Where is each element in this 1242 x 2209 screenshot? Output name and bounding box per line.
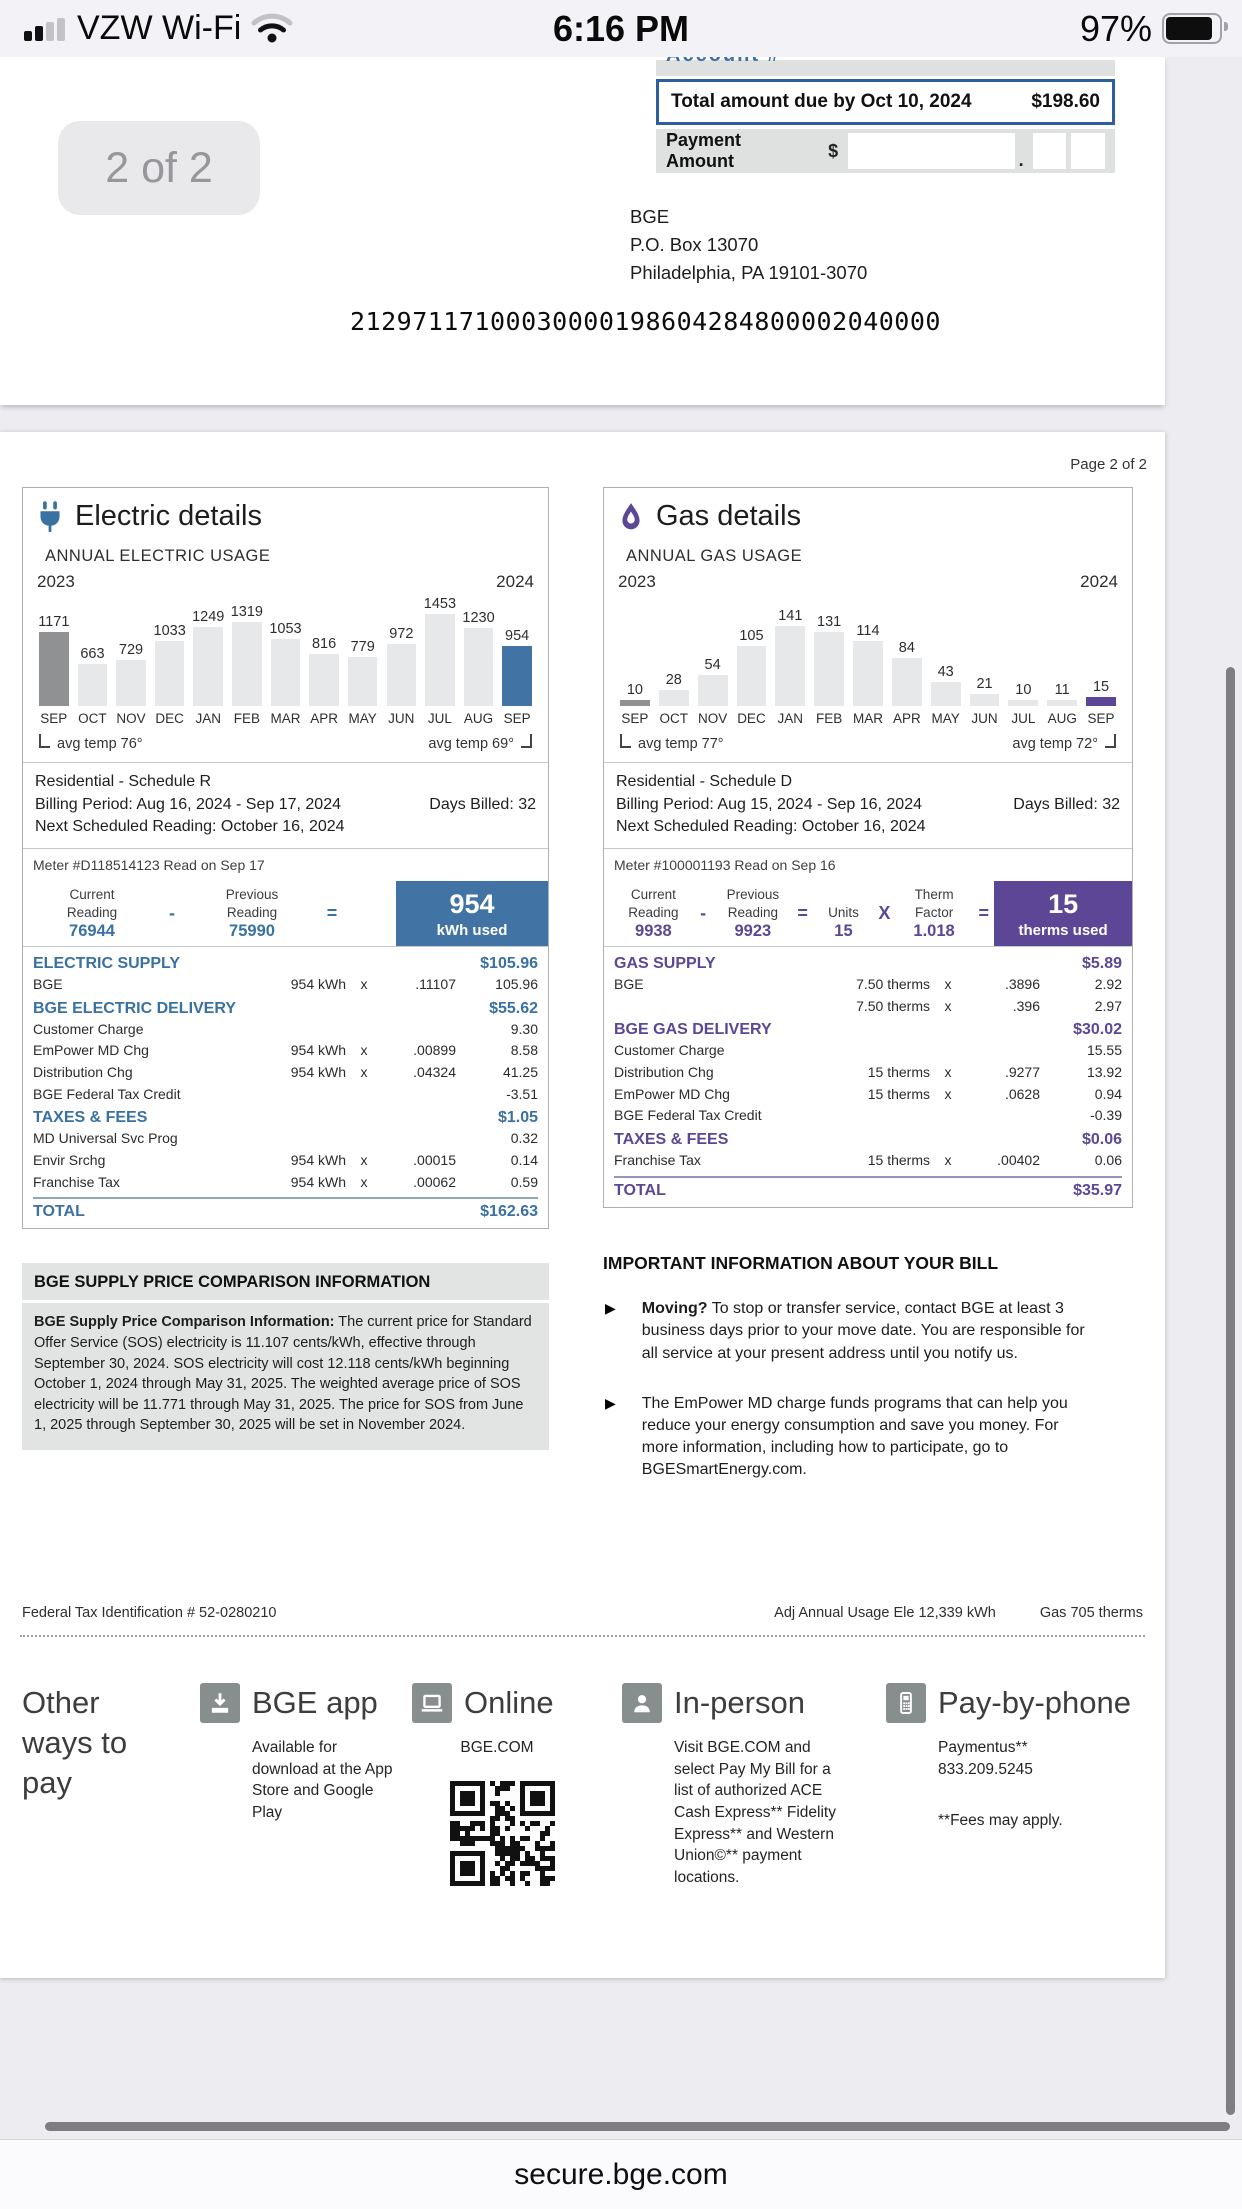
status-bar	[0, 0, 1242, 57]
bill-page-2	[0, 432, 1165, 1978]
bill-footer-row	[22, 1605, 1143, 1621]
battery-icon	[1162, 13, 1222, 44]
supply-info-title: BGE SUPPLY PRICE COMPARISON INFORMATION	[22, 1263, 549, 1303]
pdf-viewport	[0, 57, 1242, 2139]
bar-dec: 1033 DEC	[153, 623, 186, 726]
gas-meter-block	[604, 848, 1132, 946]
charge-row: MD Universal Svc Prog 0.32	[33, 1130, 538, 1147]
charge-row: BGE Federal Tax Credit -0.39	[614, 1107, 1122, 1124]
gas-schedule-block	[604, 762, 1132, 848]
charge-row: Franchise Tax 15 therms x .00402 0.06	[614, 1151, 1122, 1168]
therms-used-box: 15 therms used	[994, 881, 1132, 946]
gas-details-title: Gas details	[656, 500, 802, 532]
bar-aug: 11 AUG	[1047, 682, 1077, 726]
gas-details-box	[603, 487, 1133, 1208]
electric-meter-block	[23, 848, 548, 946]
adj-annual-usage-electric: Adj Annual Usage Ele 12,339 kWh	[774, 1604, 996, 1621]
current-reading: Current Reading 76944	[66, 887, 118, 940]
other-ways-to-pay-section	[22, 1683, 1165, 1889]
person-icon	[622, 1683, 662, 1723]
pay-option-online	[412, 1683, 592, 1886]
clipped-account-row	[656, 60, 1115, 76]
charges-section-header: GAS SUPPLY $5.89	[614, 954, 1122, 972]
year-end: 2024	[496, 572, 534, 591]
pay-option-title: Pay-by-phone	[938, 1684, 1132, 1720]
important-information-section	[603, 1247, 1133, 1509]
avg-temp-end: avg temp 69°	[428, 736, 514, 752]
bar-may: 43 MAY	[931, 664, 960, 726]
gas-avg-temp-row	[620, 734, 1116, 752]
gas-usage-chart	[616, 594, 1120, 726]
phone-number: 833.209.5245	[938, 1760, 1033, 1778]
bullet-triangle-icon: ▶	[605, 1300, 616, 1317]
important-info-bullet: ▶ The EmPower MD charge funds programs that can help you reduce your energy consumption and save you money. For more information, including how to participate, go to BGESmartEnergy.com.	[603, 1393, 1133, 1481]
charge-row: EmPower MD Chg 15 therms x .0628 0.94	[614, 1085, 1122, 1102]
payment-amount-label: Payment Amount	[666, 130, 742, 171]
previous-reading: Previous Reading 9923	[726, 887, 780, 940]
bar-jun: 972 JUN	[388, 626, 415, 726]
bar-jun: 21 JUN	[971, 676, 998, 726]
bill-page-1	[0, 57, 1165, 405]
bar-dec: 105 DEC	[737, 628, 766, 726]
multiply-operator: X	[878, 903, 891, 923]
charges-section-header: BGE GAS DELIVERY $30.02	[614, 1021, 1122, 1039]
carrier-label: VZW Wi-Fi	[77, 9, 242, 47]
bar-jul: 10 JUL	[1006, 682, 1040, 726]
charge-row: BGE 954 kWh x .11107 105.96	[33, 975, 538, 992]
minus-operator: -	[700, 903, 707, 923]
corner-bracket-icon	[1105, 734, 1116, 748]
clock: 6:16 PM	[552, 7, 690, 49]
bar-sep: 10 SEP	[621, 682, 649, 726]
electric-avg-temp-row	[39, 734, 532, 752]
bar-sep: 15 SEP	[1087, 679, 1115, 726]
corner-bracket-icon	[620, 734, 631, 748]
bar-mar: 114 MAR	[852, 623, 883, 726]
remit-address	[630, 203, 867, 286]
avg-temp-start: avg temp 77°	[638, 736, 724, 752]
pay-option-in-person	[622, 1683, 862, 1889]
bar-apr: 816 APR	[310, 636, 338, 726]
download-icon	[200, 1683, 240, 1723]
electric-days-billed: Days Billed: 32	[429, 795, 536, 813]
bar-may: 779 MAY	[348, 639, 377, 726]
charges-total-row: TOTAL $162.63	[33, 1197, 538, 1223]
bullet-triangle-icon: ▶	[605, 1394, 616, 1411]
kwh-used-box: 954 kWh used	[396, 881, 548, 946]
dotted-divider	[20, 1635, 1145, 1637]
avg-temp-start: avg temp 76°	[57, 736, 143, 752]
address-line: P.O. Box 13070	[630, 233, 759, 255]
online-site-label: BGE.COM	[460, 1738, 534, 1756]
charge-row: BGE 7.50 therms x .3896 2.92	[614, 975, 1122, 992]
electric-reading-equation	[33, 873, 548, 946]
charge-row: Franchise Tax 954 kWh x .00062 0.59	[33, 1173, 538, 1190]
gas-next-reading: Next Scheduled Reading: October 16, 2024	[616, 818, 926, 836]
gas-details-title-row	[604, 488, 1132, 537]
horizontal-scrollbar[interactable]	[45, 2122, 1230, 2131]
pay-option-title: BGE app	[252, 1684, 378, 1720]
electric-schedule-block	[23, 762, 548, 848]
pay-option-body: Visit BGE.COM and select Pay My Bill for a list of authorized ACE Cash Express** Fidelity Express** and Western Union©** payment locations.	[674, 1738, 836, 1887]
electric-chart-area	[23, 537, 548, 762]
bar-apr: 84 APR	[892, 640, 921, 726]
electric-details-title: Electric details	[75, 500, 262, 532]
ocr-scanline: 21297117100030000198604284800002040000	[350, 307, 941, 336]
phone-provider: Paymentus**	[938, 1738, 1028, 1756]
electric-next-reading: Next Scheduled Reading: October 16, 2024	[35, 818, 345, 836]
electric-billing-period: Billing Period: Aug 16, 2024 - Sep 17, 2024	[35, 795, 341, 813]
corner-bracket-icon	[521, 734, 532, 748]
address-line: Philadelphia, PA 19101-3070	[630, 261, 868, 283]
current-reading: Current Reading 9938	[628, 887, 679, 940]
vertical-scrollbar[interactable]	[1226, 667, 1235, 2115]
bar-oct: 663 OCT	[78, 646, 107, 726]
gas-chart-years	[618, 572, 1118, 592]
payment-cents-cell-2	[1071, 133, 1105, 169]
equals-operator: =	[797, 903, 808, 923]
charge-row: EmPower MD Chg 954 kWh x .00899 8.58	[33, 1042, 538, 1059]
phone-icon	[886, 1683, 926, 1723]
pay-option-title: In-person	[674, 1684, 805, 1720]
therm-factor-term: Therm Factor 1.018	[913, 887, 955, 940]
important-info-title: IMPORTANT INFORMATION ABOUT YOUR BILL	[603, 1253, 999, 1274]
bar-nov: 54 NOV	[697, 657, 728, 726]
pay-option-pay-by-phone	[886, 1683, 1131, 1832]
equals-operator: =	[978, 903, 990, 923]
other-ways-heading: Other ways to pay	[22, 1684, 128, 1801]
units-term: Units 15	[828, 904, 859, 940]
electric-details-title-row	[23, 488, 548, 537]
equals-operator: =	[326, 903, 338, 923]
charge-row: Distribution Chg 954 kWh x .04324 41.25	[33, 1063, 538, 1080]
electric-chart-title: ANNUAL ELECTRIC USAGE	[45, 547, 271, 565]
payment-amount-row	[656, 129, 1115, 173]
electric-chart-years	[37, 572, 534, 592]
gas-meter-label: Meter #100001193 Read on Sep 16	[614, 857, 836, 874]
bar-jan: 141 JAN	[773, 608, 807, 726]
year-end: 2024	[1080, 572, 1118, 591]
minus-operator: -	[169, 903, 175, 923]
charge-row: Customer Charge 9.30	[33, 1020, 538, 1037]
gas-flame-icon	[618, 502, 644, 532]
detail-boxes-row	[22, 487, 1165, 1229]
payment-amount-field	[848, 133, 1015, 169]
year-start: 2023	[37, 572, 75, 591]
important-info-bullet: ▶ Moving? To stop or transfer service, contact BGE at least 3 business days prior to your move date. You are responsible for all service at your present address until you notify us.	[603, 1298, 1133, 1364]
electric-plug-icon	[37, 501, 63, 533]
bar-feb: 131 FEB	[816, 614, 843, 726]
pay-option-title: Online	[464, 1684, 554, 1720]
pay-option-bge-app	[200, 1683, 396, 1824]
previous-reading: Previous Reading 75990	[225, 887, 279, 940]
status-bar-right	[1080, 8, 1222, 50]
electric-details-box	[22, 487, 549, 1229]
total-due-label: Total amount due by Oct 10, 2024	[671, 91, 972, 112]
total-due-amount: $198.60	[1031, 91, 1100, 112]
decimal-point: .	[1018, 150, 1024, 170]
gas-charges-table	[604, 946, 1132, 1207]
bar-feb: 1319 FEB	[230, 604, 263, 726]
gas-days-billed: Days Billed: 32	[1013, 795, 1120, 813]
bar-oct: 28 OCT	[659, 672, 689, 726]
browser-url-bar[interactable]	[0, 2139, 1242, 2209]
gas-schedule: Residential - Schedule D	[616, 773, 793, 790]
adj-annual-usage-gas: Gas 705 therms	[1039, 1604, 1143, 1621]
address-line: BGE	[630, 206, 670, 227]
avg-temp-end: avg temp 72°	[1012, 736, 1098, 752]
charges-section-header: TAXES & FEES $0.06	[614, 1130, 1122, 1148]
page-indicator-badge: 2 of 2	[58, 121, 260, 215]
year-start: 2023	[618, 572, 656, 591]
fees-note: **Fees may apply.	[938, 1812, 1063, 1830]
laptop-icon	[412, 1683, 452, 1723]
bar-jul: 1453 JUL	[423, 596, 457, 726]
federal-tax-id: Federal Tax Identification # 52-0280210	[22, 1604, 277, 1621]
pay-option-body: Available for download at the App Store and Google Play	[252, 1738, 393, 1821]
browser-url[interactable]: secure.bge.com	[514, 2157, 728, 2191]
bar-aug: 1230 AUG	[462, 610, 495, 726]
charge-row: Distribution Chg 15 therms x .9277 13.92	[614, 1063, 1122, 1080]
charge-row: Envir Srchg 954 kWh x .00015 0.14	[33, 1151, 538, 1168]
page-number-label: Page 2 of 2	[1070, 456, 1147, 473]
bar-nov: 729 NOV	[116, 642, 146, 726]
payment-cents-cell-1	[1033, 133, 1067, 169]
corner-bracket-icon	[39, 734, 50, 748]
bar-mar: 1053 MAR	[269, 621, 302, 726]
bar-jan: 1249 JAN	[192, 609, 225, 726]
charges-section-header: TAXES & FEES $1.05	[33, 1109, 538, 1127]
electric-schedule: Residential - Schedule R	[35, 773, 212, 790]
charge-row: BGE Federal Tax Credit -3.51	[33, 1085, 538, 1102]
info-row	[22, 1247, 1165, 1509]
bar-sep: 1171 SEP	[38, 614, 70, 726]
bar-sep: 954 SEP	[503, 628, 531, 726]
supply-price-comparison-box	[22, 1263, 549, 1449]
electric-meter-label: Meter #D118514123 Read on Sep 17	[33, 857, 265, 874]
electric-usage-chart	[35, 594, 536, 726]
charge-row: 7.50 therms x .396 2.97	[856, 997, 1122, 1014]
currency-symbol: $	[828, 140, 839, 161]
gas-chart-area	[604, 537, 1132, 762]
qr-code	[450, 1781, 555, 1886]
charges-section-header: BGE ELECTRIC DELIVERY $55.62	[33, 999, 538, 1017]
charges-section-header: ELECTRIC SUPPLY $105.96	[33, 954, 538, 972]
charges-total-row: TOTAL $35.97	[614, 1176, 1122, 1202]
gas-billing-period: Billing Period: Aug 15, 2024 - Sep 16, 2024	[616, 795, 922, 813]
battery-percent: 97%	[1079, 7, 1152, 49]
electric-charges-table	[23, 946, 548, 1229]
gas-reading-equation	[614, 873, 1132, 946]
total-due-box	[656, 79, 1115, 125]
supply-info-body: BGE Supply Price Comparison Information: The current price for Standard Offer Service (SOS) electricity is 11.107 cents/kWh, effective through September 30, 2024. SOS electricity will cost 12.118 cents/kWh beginning October 1, 2024 through May 31, 2025. The weighted average price of SOS electricity will be 11.771 through May 31, 2025. The price for SOS from June 1, 2025 through September 30, 2025 will be set in November 2024.	[34, 1314, 532, 1434]
charge-row: Customer Charge 15.55	[614, 1042, 1122, 1059]
gas-chart-title: ANNUAL GAS USAGE	[626, 547, 803, 565]
